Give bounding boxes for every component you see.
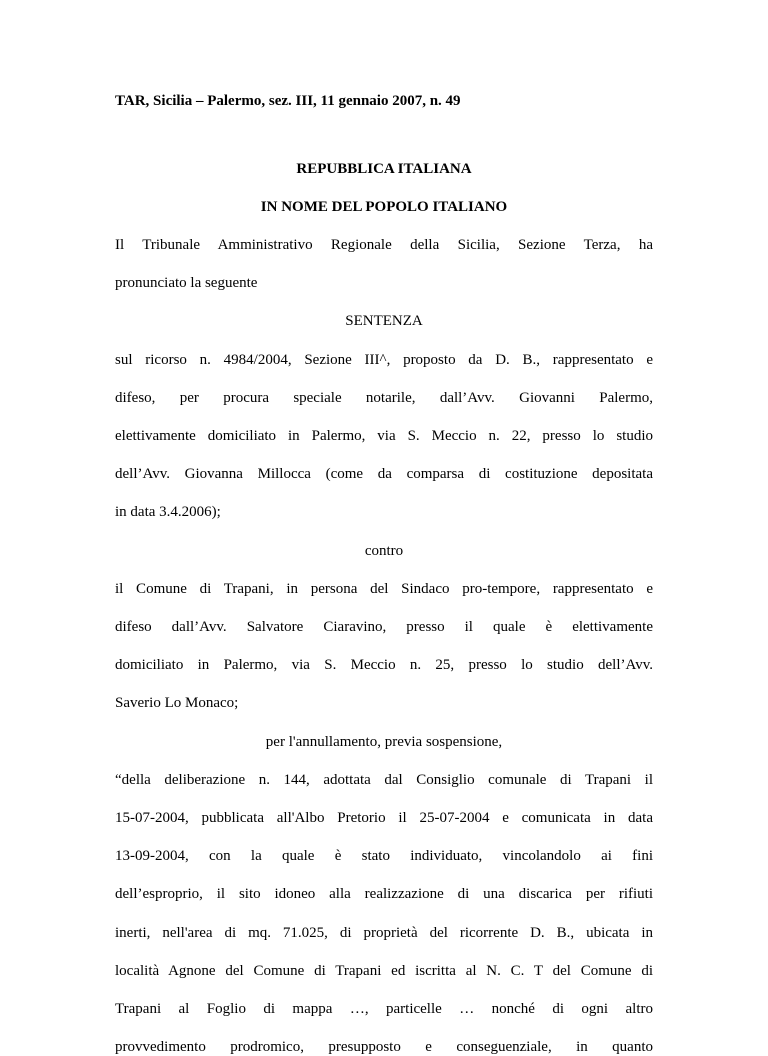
text-line: dell’esproprio, il sito idoneo alla realizzazione di una discarica per rifiuti — [115, 886, 653, 902]
heading-repubblica: REPUBBLICA ITALIANA — [296, 161, 472, 177]
text-line: Trapani al Foglio di mappa …, particelle … nonché di ogni altro — [115, 1001, 653, 1017]
text-line: difeso, per procura speciale notarile, dall’Avv. Giovanni Palermo, — [115, 390, 653, 406]
heading-contro: contro — [364, 543, 404, 559]
text-line: Il Tribunale Amministrativo Regionale della Sicilia, Sezione Terza, ha — [115, 237, 653, 253]
heading-popolo: IN NOME DEL POPOLO ITALIANO — [260, 199, 508, 215]
text-line: pronunciato la seguente — [115, 275, 258, 291]
text-line: inerti, nell'area di mq. 71.025, di proprietà del ricorrente D. B., ubicata in — [115, 925, 653, 941]
text-line: provvedimento prodromico, presupposto e conseguenziale, in quanto — [115, 1039, 653, 1055]
citation-title: TAR, Sicilia – Palermo, sez. III, 11 gennaio 2007, n. 49 — [115, 93, 461, 109]
text-line: 13-09-2004, con la quale è stato individuato, vincolandolo ai fini — [115, 848, 653, 864]
text-line: difeso dall’Avv. Salvatore Ciaravino, presso il quale è elettivamente — [115, 619, 653, 635]
text-line: sul ricorso n. 4984/2004, Sezione III^, proposto da D. B., rappresentato e — [115, 352, 653, 368]
text-line: località Agnone del Comune di Trapani ed iscritta al N. C. T del Comune di — [115, 963, 653, 979]
text-line: 15-07-2004, pubblicata all'Albo Pretorio il 25-07-2004 e comunicata in data — [115, 810, 653, 826]
text-line: in data 3.4.2006); — [115, 504, 221, 520]
text-line: “della deliberazione n. 144, adottata dal Consiglio comunale di Trapani il — [115, 772, 653, 788]
heading-annullamento: per l'annullamento, previa sospensione, — [265, 734, 503, 750]
text-line: dell’Avv. Giovanna Millocca (come da comparsa di costituzione depositata — [115, 466, 653, 482]
text-line: elettivamente domiciliato in Palermo, via S. Meccio n. 22, presso lo studio — [115, 428, 653, 444]
text-line: il Comune di Trapani, in persona del Sindaco pro-tempore, rappresentato e — [115, 581, 653, 597]
text-line: Saverio Lo Monaco; — [115, 695, 239, 711]
heading-sentenza: SENTENZA — [345, 313, 423, 329]
text-line: domiciliato in Palermo, via S. Meccio n. 25, presso lo studio dell’Avv. — [115, 657, 653, 673]
